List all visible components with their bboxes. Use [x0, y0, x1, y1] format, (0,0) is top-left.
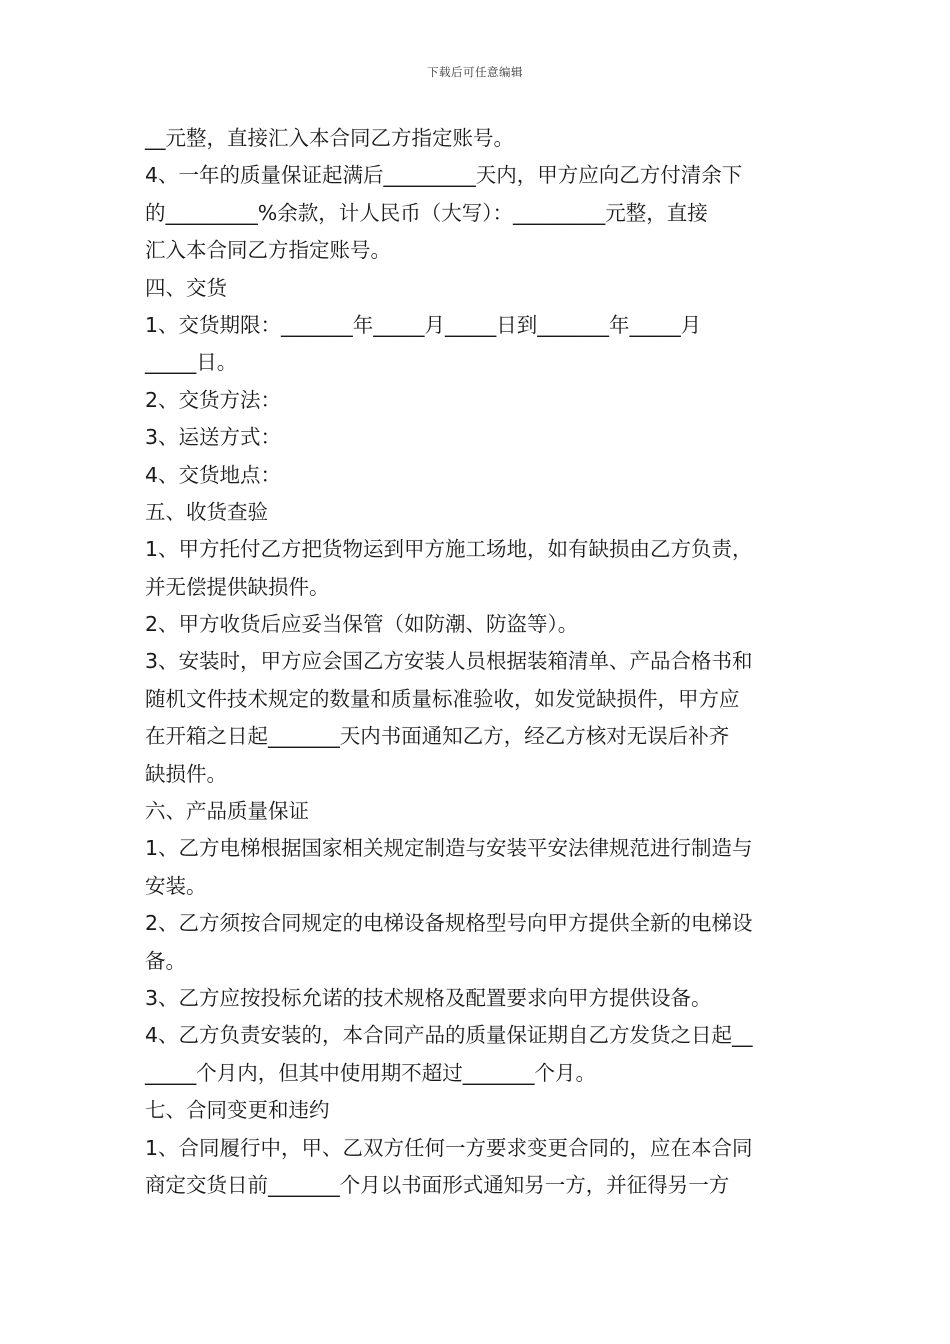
section-heading: 七、合同变更和违约 — [145, 1098, 330, 1123]
text-line: 4、交货地点： — [145, 462, 282, 487]
text-line: 在开箱之日起_______天内书面通知乙方，经乙方核对无误后补齐 — [145, 724, 730, 749]
text-line: 1、合同履行中，甲、乙双方任何一方要求变更合同的，应在本合同 — [145, 1135, 753, 1160]
section-heading: 五、收货查验 — [145, 499, 268, 524]
section-heading: 四、交货 — [145, 275, 227, 300]
document-body — [145, 120, 810, 1204]
text-line: 汇入本合同乙方指定账号。 — [145, 238, 391, 263]
text-line: 的_________%余款，计人民币（大写）：_________元整，直接 — [145, 200, 708, 225]
section-heading: 六、产品质量保证 — [145, 799, 309, 824]
text-line: 商定交货日前_______个月以书面形式通知另一方，并征得另一方 — [145, 1172, 730, 1197]
text-line: 1、交货期限：_______年_____月_____日到_______年_____月 — [145, 312, 702, 337]
text-line: 1、乙方电梯根据国家相关规定制造与安装平安法律规范进行制造与 — [145, 836, 753, 861]
text-line: 1、甲方托付乙方把货物运到甲方施工场地，如有缺损由乙方负责， — [145, 537, 753, 562]
text-line: 3、运送方式： — [145, 425, 282, 450]
text-line: 4、一年的质量保证起满后_________天内，甲方应向乙方付清余下 — [145, 163, 743, 188]
text-line: 备。 — [145, 948, 186, 973]
text-line: 随机文件技术规定的数量和质量标准验收，如发觉缺损件，甲方应 — [145, 686, 740, 711]
text-line: _____个月内，但其中使用期不超过_______个月。 — [145, 1060, 596, 1085]
text-line: 4、乙方负责安装的，本合同产品的质量保证期自乙方发货之日起__ — [145, 1023, 753, 1048]
page-header-note: 下载后可任意编辑 — [427, 65, 523, 79]
text-line: _____日。 — [145, 350, 238, 375]
text-line: 2、甲方收货后应妥当保管（如防潮、防盗等）。 — [145, 612, 579, 637]
text-line: __元整，直接汇入本合同乙方指定账号。 — [145, 126, 514, 150]
text-line: 2、交货方法： — [145, 387, 282, 412]
text-line: 并无偿提供缺损件。 — [145, 574, 330, 599]
text-line: 2、乙方须按合同规定的电梯设备规格型号向甲方提供全新的电梯设 — [145, 911, 753, 936]
text-line: 缺损件。 — [145, 761, 227, 786]
text-line: 3、乙方应按投标允诺的技术规格及配置要求向甲方提供设备。 — [145, 985, 712, 1010]
text-line: 3、安装时，甲方应会国乙方安装人员根据装箱清单、产品合格书和 — [145, 649, 753, 674]
text-line: 安装。 — [145, 873, 207, 898]
